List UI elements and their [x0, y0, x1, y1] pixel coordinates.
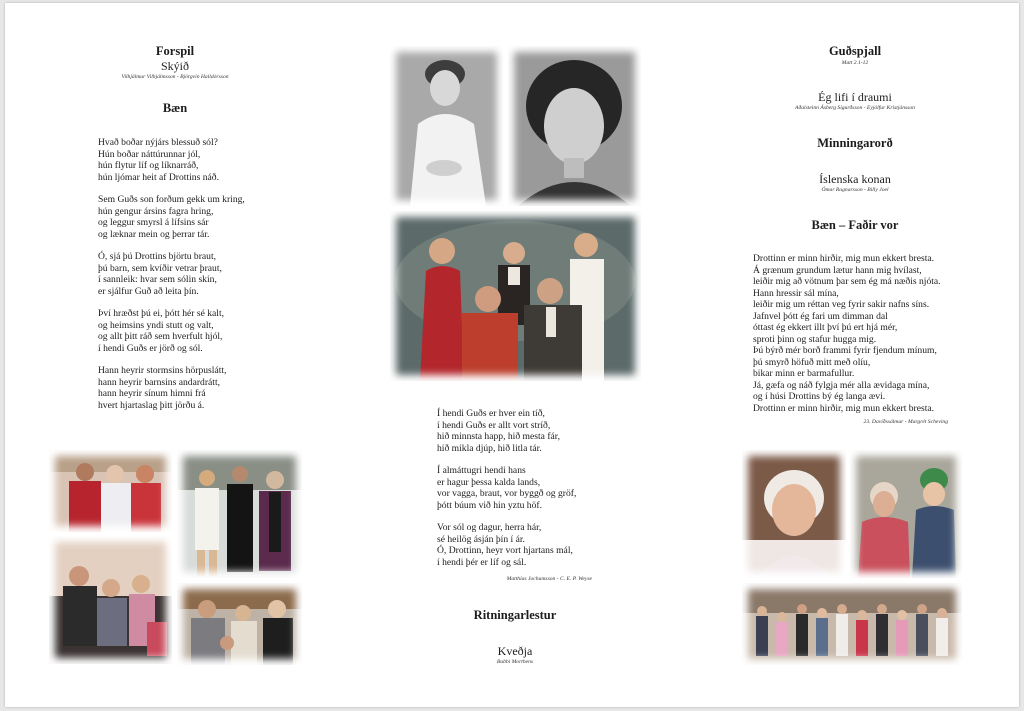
- hymn-stanza: Vor sól og dagur, herra hár, sé heilög ásján þín í ár. Ó, Drottinn, heyr vort hjartans mál, í hendi þér er líf og sál.: [437, 522, 573, 568]
- woman-song-credit: Ómar Ragnarsson - Billy Joel: [821, 187, 889, 193]
- woman-song-block: [765, 172, 945, 194]
- photo-three-women-dressed: [177, 450, 302, 578]
- lords-prayer-title: Bæn – Faðir vor: [811, 218, 899, 232]
- woman-song-title: Íslenska konan: [819, 172, 891, 186]
- prelude-song: Skýið: [160, 59, 189, 73]
- psalm-credit: 23. Davíðssálmur - Margrét Scheving: [863, 419, 948, 425]
- prayer-verses: [98, 137, 298, 422]
- photo-elderly-woman-portrait: [742, 450, 846, 578]
- reading-title: Ritningarlestur: [473, 608, 557, 622]
- farewell-block: [425, 644, 605, 666]
- farewell-title: Kveðja: [497, 644, 533, 658]
- photo-family-portrait: [390, 211, 641, 381]
- hymn-credit: Matthías Jochumsson - C. E. P. Weyse: [506, 576, 592, 582]
- prelude-title: Forspil: [155, 44, 195, 58]
- dream-song-block: [745, 90, 965, 112]
- prayer-title: Bæn: [162, 101, 188, 115]
- prayer-stanza: Hann heyrir stormsins hörpuslátt, hann heyrir barnsins andardrátt, hann heyrir sínum himni frá hvert hjartaslag þitt jörðu á.: [98, 365, 227, 411]
- gospel-title: Guðspjall: [828, 44, 882, 58]
- photo-family-group: [49, 536, 172, 664]
- gospel-reference: Matt 2.1-12: [841, 60, 869, 66]
- psalm-text: Drottinn er minn hirðir, mig mun ekkert bresta. Á grænum grundum lætur hann mig hvílast, leiðir mig að vötnum þar sem ég má næðis njóta. Hann hressir sál mína, leiðir mig um réttan veg fyrir sakir nafns síns. Jafnvel þótt ég fari um dimman dal óttast ég ekkert illt því þú ert hjá mér, sproti þinn og stafur hugga mig. Þú býrð mér borð frammi fyrir fjendum mínum, þú smyrð höfuð mitt með olíu, bikar minn er barmafullur. Já, gæfa og náð fylgja mér alla ævidaga mína, og í húsi Drottins bý ég langa ævi. Drottinn er minn hirðir, mig mun ekkert bresta.: [753, 253, 941, 414]
- eulogy-title: Minningarorð: [817, 136, 893, 150]
- farewell-credit: Bubbi Morthens: [496, 659, 534, 665]
- photo-young-woman-portrait: [508, 46, 641, 206]
- dream-song-credit: Aðalsteinn Ásberg Sigurðsson - Eyjólfur Kristjánsson: [795, 105, 915, 111]
- dream-song-title: Ég lifi í draumi: [818, 90, 892, 104]
- photo-large-family-group: [742, 583, 962, 665]
- photo-three-women-red: [49, 450, 172, 532]
- hymn-stanza: Í hendi Guðs er hver ein tíð, í hendi Guðs er allt vort stríð, hið minnsta happ, hið mesta fár, hið mikla djúp, hið litla tár.: [437, 408, 560, 454]
- photo-confirmation-portrait: [390, 46, 503, 206]
- photo-grandmother-and-child: [850, 450, 962, 578]
- prayer-stanza: Hvað boðar nýjárs blessuð sól? Hún boðar náttúrunnar jól, hún flytur líf og líknarráð, hún ljómar heit af Drottins náð.: [98, 137, 219, 183]
- prayer-stanza: Því hræðst þú ei, þótt hér sé kalt, og heimsins yndi stutt og valt, og allt þitt ráð sem hverfult hjól, í hendi Guðs er jörð og sól.: [98, 308, 225, 354]
- prayer-stanza: Sem Guðs son forðum gekk um kring, hún gengur ársins fagra hring, og leggur smyrsl á lífsins sár og læknar mein og þerrar tár.: [98, 194, 245, 240]
- prayer-stanza: Ó, sjá þú Drottins björtu braut, þú barn, sem kvíðir vetrar þraut, í sannleik: hvar sem sólin skín, er sjálfur Guð að leita þín.: [98, 251, 222, 297]
- hymn-verses: [437, 408, 637, 568]
- hymn-stanza: Í almáttugri hendi hans er hagur þessa kalda lands, vor vagga, braut, vor byggð og gröf, þótt búum við hin yztu höf.: [437, 465, 577, 511]
- gospel-block: [765, 44, 945, 67]
- program-sheet: [5, 3, 1019, 707]
- photo-women-group: [177, 583, 302, 665]
- prelude-credit: Vilhjálmur Vilhjálmsson - Björgvin Halldórsson: [121, 74, 229, 80]
